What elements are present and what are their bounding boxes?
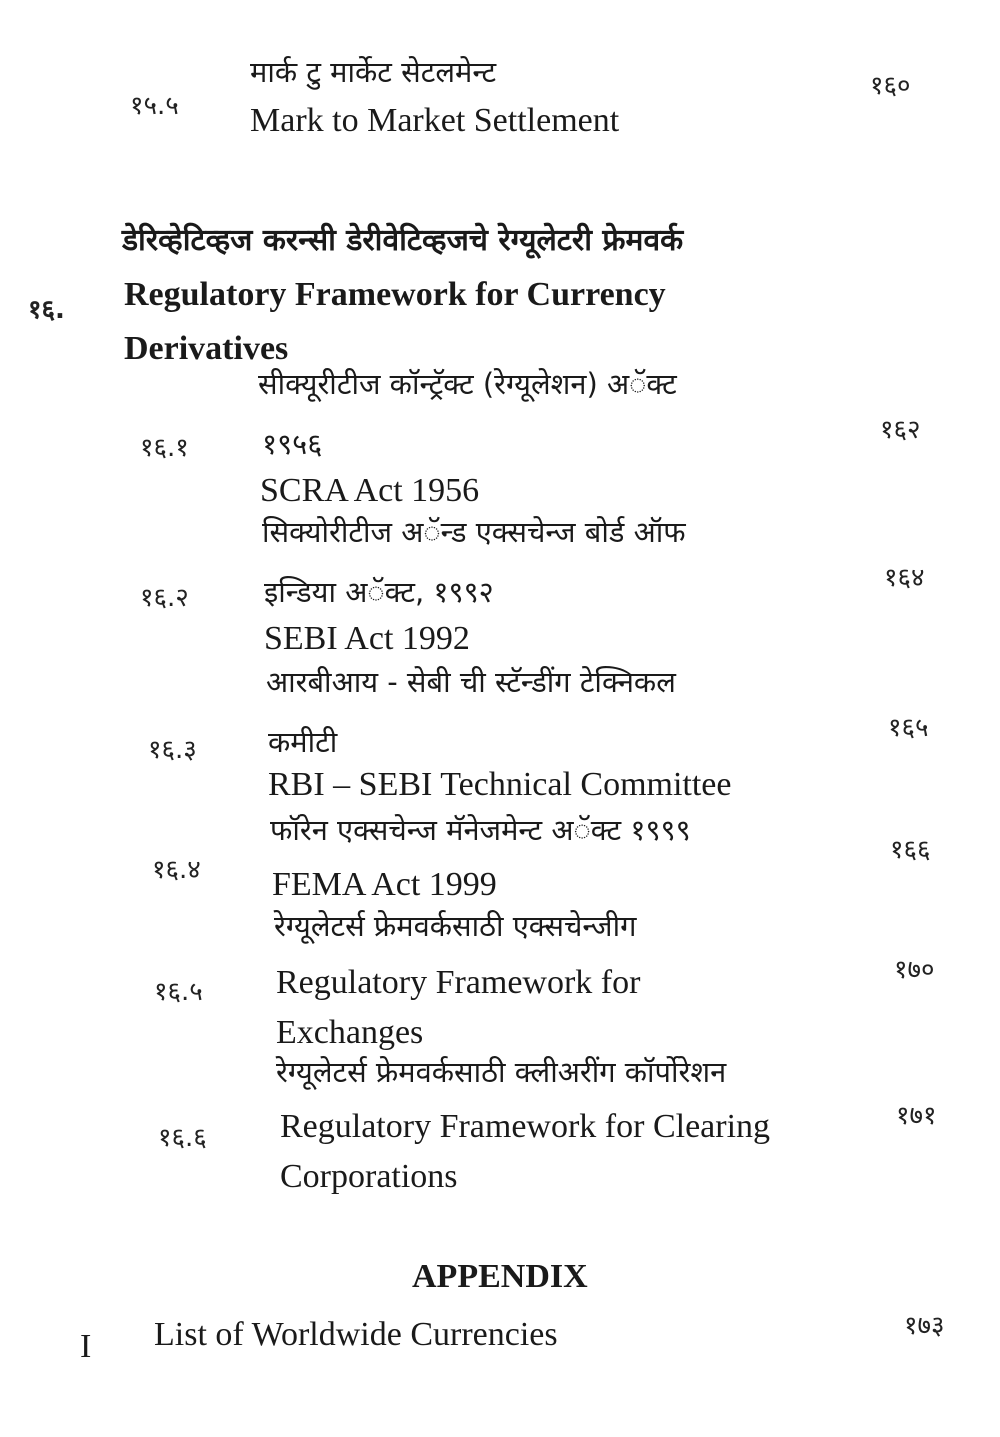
- appendix-item-number: I: [80, 1328, 92, 1365]
- item-number: १६.४: [152, 855, 201, 885]
- item-number: १६.६: [158, 1123, 207, 1153]
- item-marathi-line1: रेग्यूलेटर्स फ्रेमवर्कसाठी क्लीअरींग कॉर्पोरेशन: [276, 1055, 727, 1089]
- item-marathi-line1: रेग्यूलेटर्स फ्रेमवर्कसाठी एक्सचेन्जीग: [274, 909, 637, 943]
- section-marathi-title: मार्क टु मार्केट सेटलमेन्ट: [250, 55, 497, 89]
- item-english-title: SEBI Act 1992: [264, 620, 470, 657]
- page-number: १६६: [890, 835, 931, 865]
- section-english-title: Mark to Market Settlement: [250, 102, 620, 139]
- item-english-title: SCRA Act 1956: [260, 472, 480, 509]
- section-number: १५.५: [130, 91, 179, 121]
- item-english-title-line1: Regulatory Framework for Clearing: [280, 1108, 771, 1145]
- page-number: १६५: [888, 713, 929, 743]
- appendix-item-label: List of Worldwide Currencies: [154, 1316, 558, 1353]
- item-english-title-line1: Regulatory Framework for: [276, 964, 641, 1001]
- chapter-english-title-line2: Derivatives: [124, 330, 289, 367]
- page-number: १६२: [880, 415, 921, 445]
- item-number: १६.१: [140, 433, 189, 463]
- item-english-title: FEMA Act 1999: [272, 866, 497, 903]
- chapter-english-title-line1: Regulatory Framework for Currency: [124, 276, 666, 313]
- item-marathi-line2: इन्डिया अॅक्ट, १९९२: [264, 575, 494, 609]
- item-marathi-line1: सीक्यूरीटीज कॉन्ट्रॅक्ट (रेग्यूलेशन) अॅक्ट: [258, 367, 677, 401]
- page-number: १७१: [896, 1101, 937, 1131]
- page-number: १६०: [870, 71, 911, 101]
- item-marathi-line2: १९५६: [262, 427, 323, 461]
- item-marathi-line1: आरबीआय - सेबी ची स्टॅन्डींग टेक्निकल: [266, 665, 676, 699]
- item-english-title-line2: Exchanges: [276, 1014, 424, 1051]
- page-number: १७०: [894, 955, 935, 985]
- item-number: १६.२: [140, 583, 189, 613]
- item-number: १६.५: [154, 977, 203, 1007]
- chapter-number: १६.: [28, 295, 65, 325]
- item-number: १६.३: [148, 735, 197, 765]
- item-marathi-line1: फॉरेन एक्सचेन्ज मॅनेजमेन्ट अॅक्ट १९९९: [270, 813, 691, 847]
- page-number: १७३: [904, 1311, 945, 1341]
- item-english-title: RBI – SEBI Technical Committee: [268, 766, 732, 803]
- item-marathi-line1: सिक्योरीटीज अॅन्ड एक्सचेन्ज बोर्ड ऑफ: [262, 515, 686, 549]
- page-number: १६४: [884, 563, 925, 593]
- item-english-title-line2: Corporations: [280, 1158, 458, 1195]
- appendix-title: APPENDIX: [412, 1258, 588, 1295]
- item-marathi-line2: कमीटी: [268, 725, 338, 759]
- chapter-marathi-title: डेरिव्हेटिव्हज करन्सी डेरीवेटिव्हजचे रेग्यूलेटरी फ्रेमवर्क: [122, 223, 684, 258]
